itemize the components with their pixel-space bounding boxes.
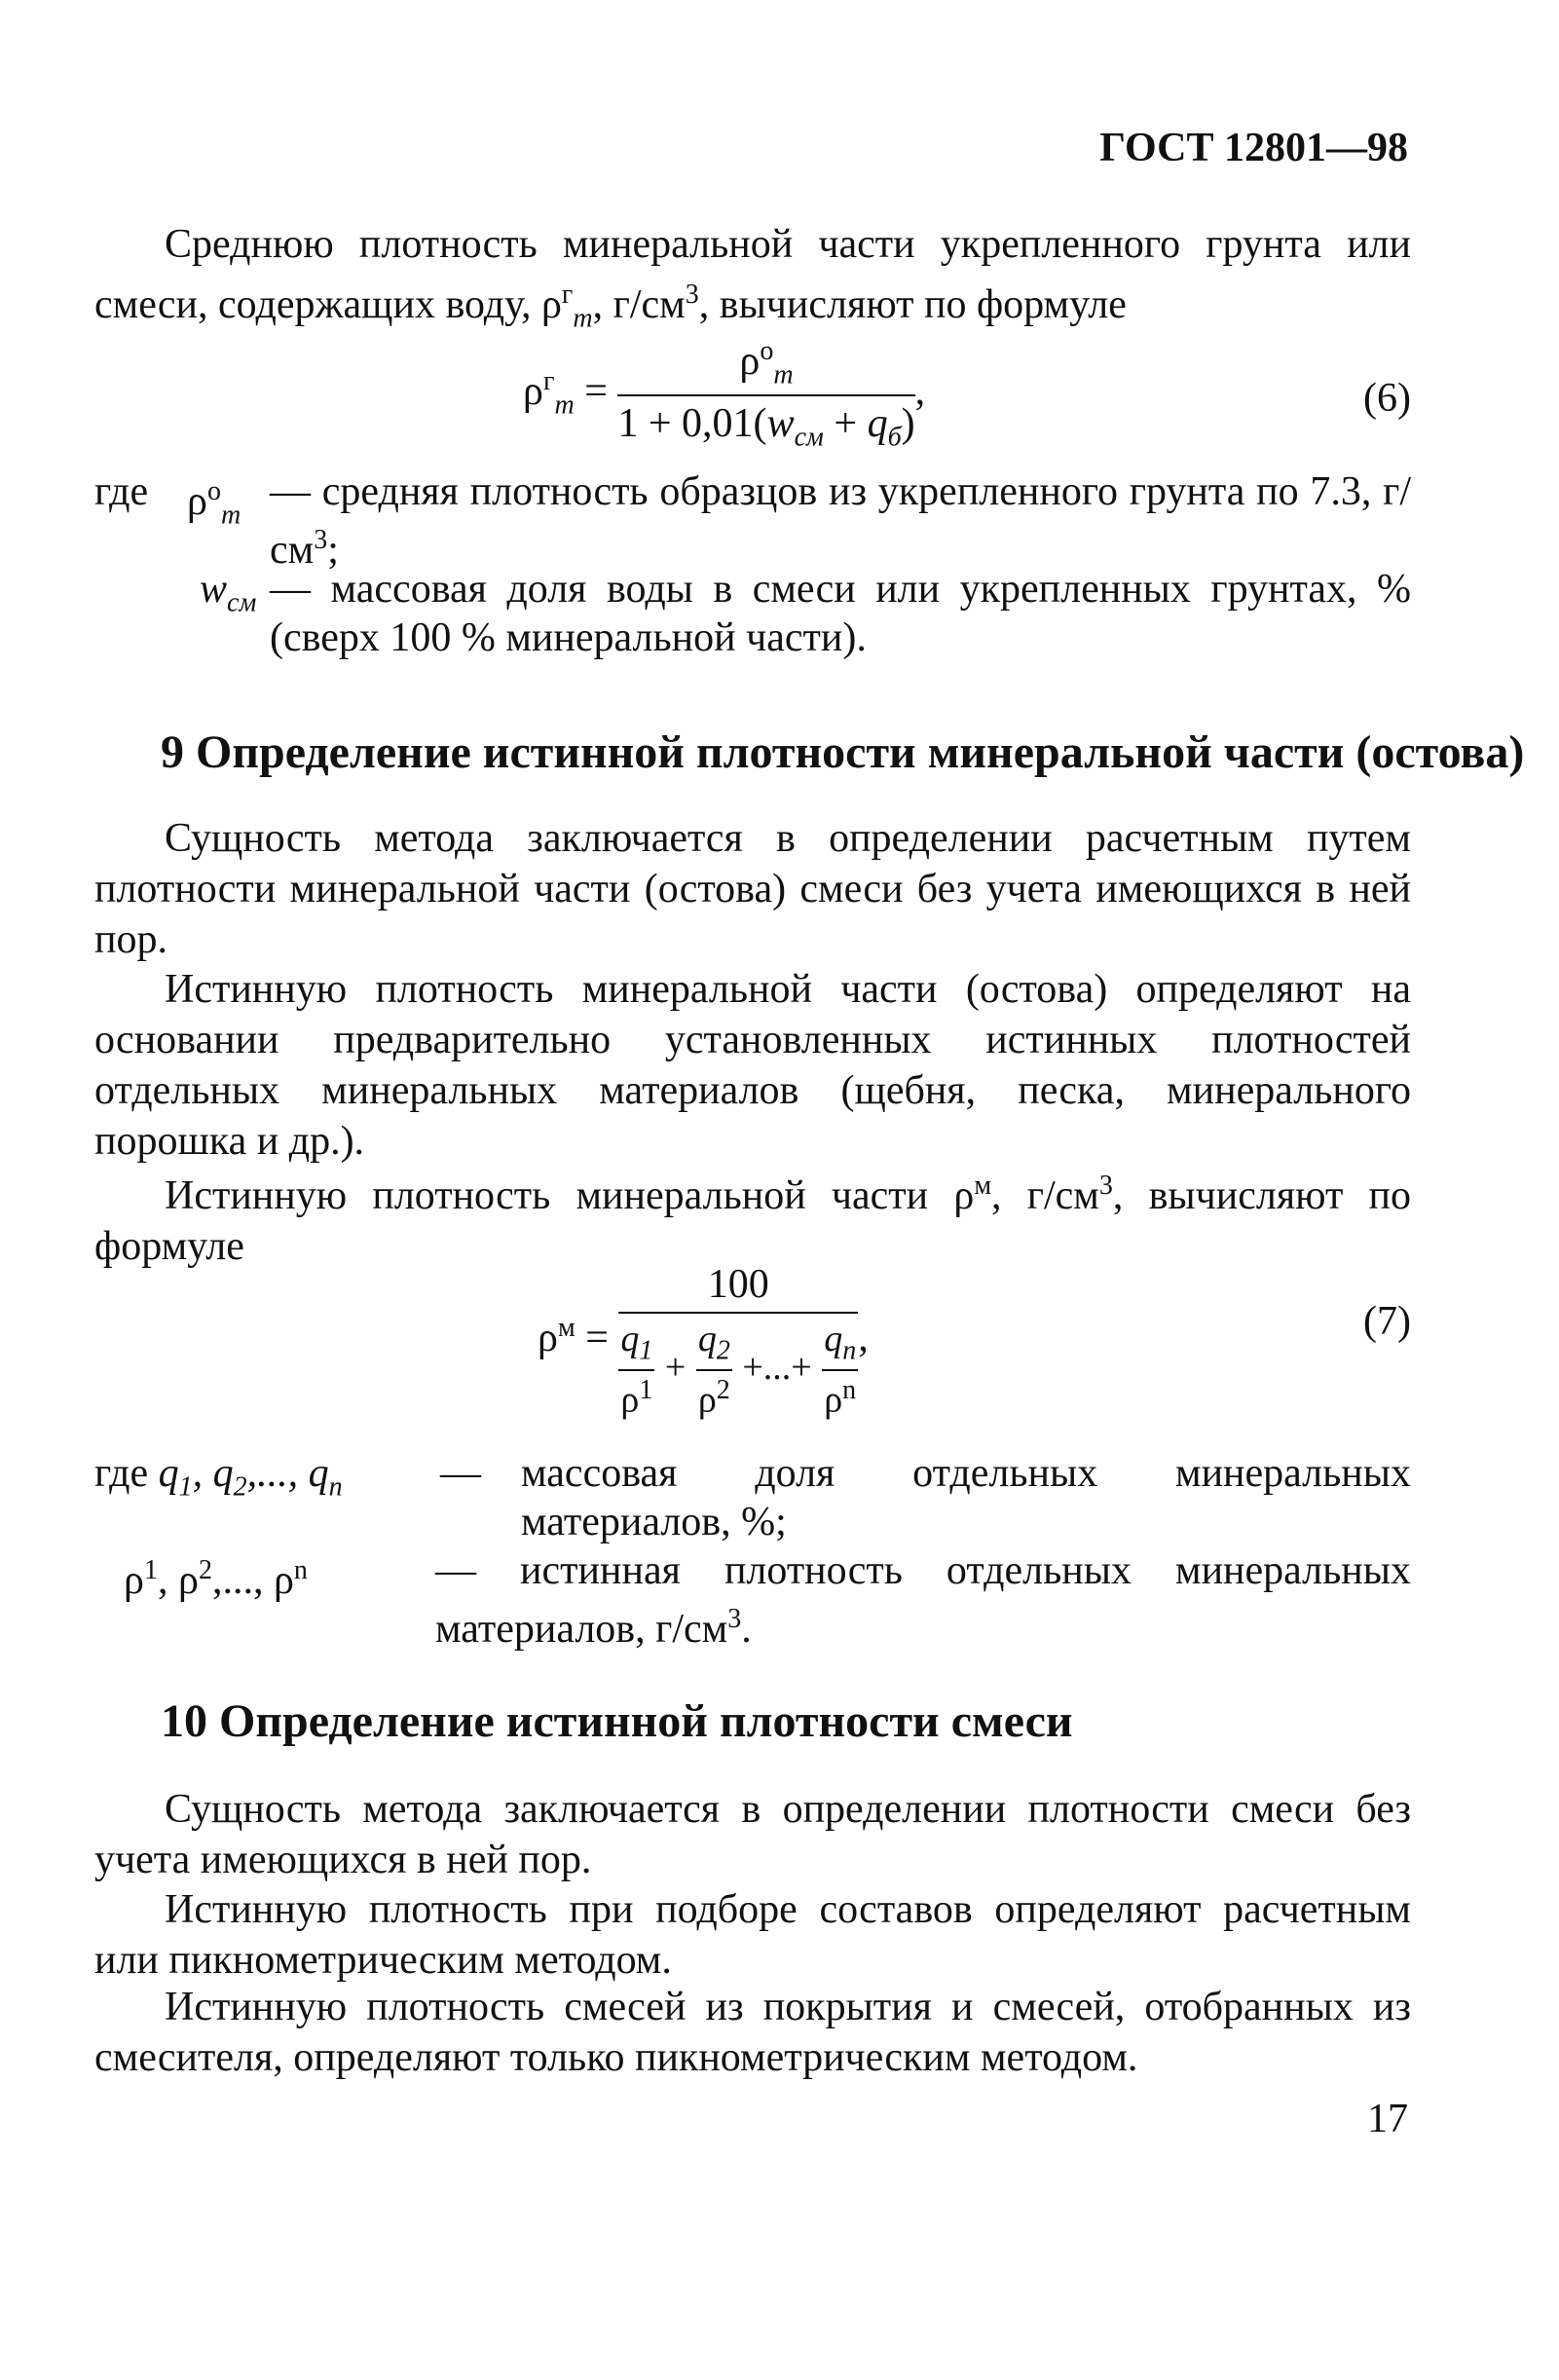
subscript: m — [220, 500, 241, 531]
subscript: см — [227, 587, 257, 618]
superscript: 3 — [727, 1604, 742, 1634]
paragraph: Истинную плотность при подборе составов определяют расчетным или пикнометрическим методом. — [94, 1887, 1411, 1983]
numerator: 100 — [618, 1261, 858, 1314]
legend-symbol — [124, 1546, 308, 1605]
formula-number: (7) — [1363, 1299, 1411, 1344]
formula-symbol: q — [620, 1319, 640, 1359]
legend-text-part: — истинная плотность отдельных минеральных материалов, г/см — [435, 1548, 1411, 1652]
superscript: 2 — [198, 1555, 212, 1585]
sub-fraction — [696, 1318, 732, 1421]
legend-text-part: ; — [327, 528, 339, 573]
formula-symbol: ,..., ρ — [211, 1558, 294, 1603]
paragraph-text: , вычисляют по формуле — [94, 1173, 1411, 1269]
section-heading-9: 9 Определение истинной плотности минеральной части (остова) — [161, 726, 1525, 778]
legend-text-part: . — [741, 1607, 752, 1652]
formula-text: ) — [901, 401, 915, 447]
legend-text — [270, 467, 1411, 575]
page-number: 17 — [1367, 2097, 1408, 2141]
paragraph — [94, 1161, 1411, 1272]
formula-7 — [94, 1261, 1411, 1436]
legend-symbol — [187, 467, 241, 539]
paragraph: Сущность метода заключается в определении плотности смеси без учета имеющихся в ней пор. — [94, 1787, 1411, 1882]
formula-symbol: ρ — [824, 1379, 843, 1421]
subscript: n — [842, 1335, 857, 1366]
legend-text: — массовая доля воды в смеси или укрепленных грунтах, % (сверх 100 % минеральной части). — [270, 567, 1411, 660]
formula-symbol: ρ — [124, 1558, 144, 1603]
formula-symbol: ρ — [620, 1379, 640, 1421]
denominator — [617, 396, 914, 453]
superscript: о — [206, 476, 221, 506]
subscript: m — [554, 390, 575, 421]
paragraph: Сущность метода заключается в определении расчетным путем плотности минеральной части (остова) смеси без учета имеющихся в ней пор. — [94, 816, 1411, 962]
formula-6-legend — [94, 467, 1411, 662]
formula-symbol: ρ — [697, 1379, 717, 1421]
superscript: 3 — [314, 525, 328, 555]
superscript: о — [760, 336, 774, 366]
fraction — [618, 1261, 858, 1421]
superscript: 1 — [143, 1555, 158, 1585]
subscript: n — [328, 1471, 343, 1503]
legend-text: массовая доля отдельных минеральных материалов, %; — [521, 1451, 1411, 1544]
paragraph-text: , г/см — [991, 1173, 1099, 1218]
legend-text-part: — средняя плотность образцов из укрепленного грунта по 7.3, г/см — [270, 469, 1411, 573]
subscript: m — [573, 303, 593, 334]
section-heading-10: 10 Определение истинной плотности смеси — [161, 1695, 1073, 1747]
plus-sign: + — [664, 1346, 687, 1388]
formula-6 — [94, 336, 1411, 453]
superscript: м — [974, 1171, 992, 1201]
sub-fraction — [618, 1318, 654, 1421]
formula-symbol: , ρ — [157, 1558, 199, 1603]
subscript: 1 — [639, 1335, 653, 1366]
superscript: 3 — [685, 279, 699, 310]
formula-number: (6) — [1363, 376, 1411, 421]
document-header: ГОСТ 12801—98 — [1099, 126, 1408, 170]
formula-text: 1 + 0,01( — [617, 401, 767, 447]
formula-symbol: w — [766, 401, 795, 447]
superscript: n — [293, 1555, 308, 1585]
formula-symbol: ρ — [739, 339, 761, 384]
formula-symbol: q — [867, 401, 888, 447]
paragraph: Истинную плотность смесей из покрытия и смесей, отобранных из смесителя, определяют только пикнометрическим методом. — [94, 1985, 1411, 2080]
formula-symbol: ,..., q — [246, 1451, 329, 1496]
subscript: см — [794, 422, 824, 453]
formula-symbol: q — [158, 1451, 179, 1496]
superscript: г — [542, 366, 555, 397]
equals-sign: = — [585, 1315, 609, 1360]
formula-7-legend — [94, 1449, 1411, 1652]
legend-where: где — [94, 1451, 149, 1496]
paragraph-text: , вычисляют по формуле — [698, 282, 1127, 327]
sub-fraction — [822, 1318, 858, 1421]
paragraph-text: Истинную плотность минеральной части ρ — [165, 1173, 975, 1218]
formula-symbol: ρ — [187, 479, 207, 524]
superscript: 3 — [1098, 1171, 1113, 1201]
superscript: 2 — [716, 1374, 730, 1405]
superscript: м — [557, 1312, 575, 1343]
legend-symbol — [200, 565, 256, 627]
paragraph-intro — [94, 219, 1411, 344]
paragraph: Истинную плотность минеральной части (остова) определяют на основании предварительно установленных истинных плотностей отдельных минеральных материалов (щебня, песка, минерального порошка и др.). — [94, 967, 1411, 1164]
legend-where: где — [94, 469, 149, 514]
formula-symbol: ρ — [538, 1315, 558, 1360]
formula-7-expression — [538, 1261, 869, 1421]
subscript: б — [887, 422, 902, 453]
fraction — [617, 336, 914, 454]
formula-symbol: ρ — [523, 369, 543, 415]
equals-sign: = — [584, 369, 608, 415]
legend-text — [435, 1546, 1411, 1654]
formula-text: + — [823, 401, 868, 447]
denominator — [618, 1314, 858, 1421]
formula-symbol: q — [824, 1319, 843, 1359]
subscript: 2 — [716, 1335, 730, 1366]
paragraph-text: Среднюю плотность минеральной части укрепленного грунта или смеси, содержащих воду, ρ — [94, 222, 1411, 327]
subscript: 2 — [233, 1471, 247, 1503]
subscript: 1 — [178, 1471, 193, 1503]
legend-symbol — [94, 1449, 343, 1511]
subscript: m — [773, 359, 794, 390]
paragraph-text: , г/см — [592, 282, 686, 327]
formula-6-expression — [523, 336, 925, 454]
superscript: г — [561, 279, 574, 310]
numerator — [617, 336, 914, 396]
formula-comma: , — [914, 369, 926, 415]
formula-symbol: w — [200, 567, 228, 612]
formula-symbol: q — [697, 1319, 717, 1359]
formula-comma: , — [858, 1315, 869, 1360]
superscript: 1 — [639, 1374, 653, 1405]
superscript: n — [842, 1374, 857, 1405]
plus-sign: +...+ — [742, 1346, 812, 1388]
formula-symbol: , q — [192, 1451, 234, 1496]
legend-dash: — — [440, 1451, 481, 1496]
